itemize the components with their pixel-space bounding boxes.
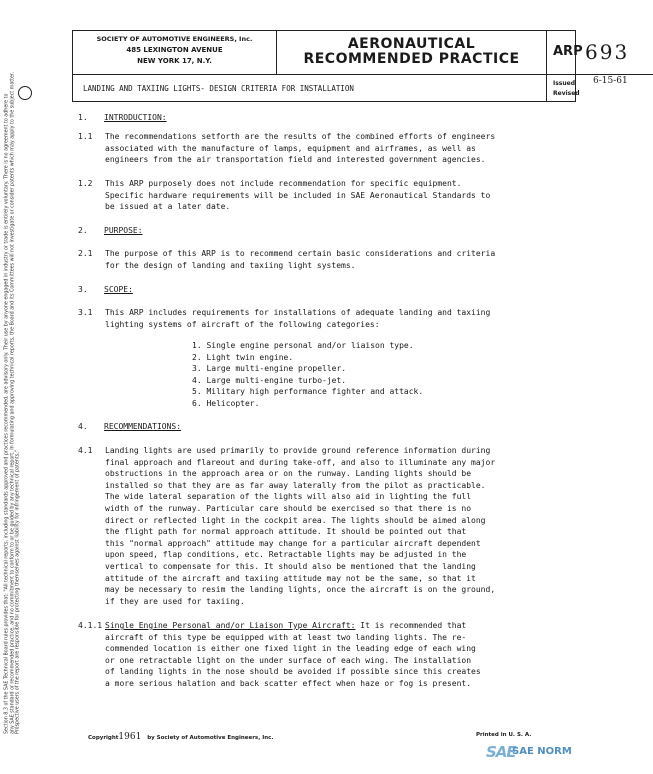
paragraph-number: 4.1 (78, 446, 93, 455)
legal-notice-line: any SAE standard or recommended practice, and no commitment to conform to or be guided by any technical report. In formulating and approving technical reports, the Board and its Committees will not investigate or consider patents which may apply to the subject matter. (10, 71, 16, 735)
text-line: direct or reflected light in the cockpit area. The lights should be aimed along (105, 515, 486, 525)
document-header (72, 30, 630, 102)
copyright-label: Copyright (88, 735, 119, 741)
text-line: for the design of landing and taxiing light systems. (105, 260, 356, 270)
text-line: a more serious halation and back scatter effect when haze or fog is present. (105, 678, 472, 688)
text-line: This ARP purposely does not include recommendation for specific equipment. (105, 179, 462, 188)
paragraph-number: 4.1.1 (78, 621, 103, 630)
paragraph-number: 3.1 (78, 308, 93, 317)
copyright-year: 1961 (118, 732, 142, 742)
list-item: 3. Large multi-engine propeller. (192, 364, 347, 374)
list-item: 4. Large multi-engine turbo-jet. (192, 375, 347, 385)
aircraft-category-list (192, 340, 423, 410)
legal-notice-line: Section 8.3 of the SAE Technical Board rules provides that: "All technical reports, including standards approved and practices recommended, are advisory only. Their use by anyone engaged in industry or trade is entirely voluntary. There is no agreement to adhere to (4, 93, 10, 735)
sae-norm-watermark (486, 741, 598, 767)
paragraph-1-1 (105, 131, 495, 166)
text-line: Landing lights are used primarily to provide ground reference information during (105, 446, 491, 455)
text-line: This ARP includes requirements for installations of adequate landing and taxiing (105, 308, 491, 317)
text-line: width of the runway. Particular care should be exercised so that there is no (105, 503, 472, 513)
list-item: 5. Military high performance fighter and attack. (192, 387, 424, 397)
publisher-info (73, 31, 277, 74)
text-line: lighting systems of aircraft of the following categories: (105, 319, 380, 329)
issued-date: 6-15-61 (593, 76, 628, 86)
paragraph-1-2 (105, 178, 490, 213)
text-line: aircraft of this type be equipped with at least two landing lights. The re- (105, 632, 467, 642)
paragraph-number: 1.2 (78, 179, 93, 188)
arp-number: 693 (585, 40, 630, 64)
title-line-2: RECOMMENDED PRACTICE (303, 51, 520, 67)
list-item: 2. Light twin engine. (192, 352, 294, 362)
arp-number-box (547, 31, 647, 74)
list-item: 6. Helicopter. (192, 398, 260, 408)
text-line: The wide lateral separation of the lights will also aid in lighting the full (105, 492, 472, 502)
document-type-title (277, 31, 547, 74)
text-line: upon speed, flap conditions, etc. Retractable lights may be adjusted in the (105, 550, 467, 560)
text-line: this "normal approach" attitude may change for a particular aircraft dependent (105, 538, 481, 548)
section-heading-recommendations: RECOMMENDATIONS: (104, 422, 182, 431)
text-line: The recommendations setforth are the results of the combined efforts of engineers (105, 132, 496, 141)
section-number: 4. (78, 422, 88, 431)
text-line: final approach and flareout and during take-off, and also to illuminate any major (105, 457, 496, 467)
text-line: the flight path for normal approach attitude. It should be pointed out that (105, 527, 467, 537)
publisher-city: NEW YORK 17, N.Y. (137, 57, 212, 65)
printed-notice: Printed in U. S. A. (476, 732, 532, 738)
copyright-holder: by Society of Automotive Engineers, Inc. (147, 735, 274, 741)
text-line: may be necessary to resim the landing lights, once the aircraft is on the ground, (105, 585, 496, 595)
paragraph-2-1 (105, 248, 495, 271)
paragraph-4-1-1 (105, 620, 481, 690)
section-number: 1. (78, 113, 88, 122)
revised-label: Revised (553, 90, 580, 97)
text-line: installed so that they are as far away laterally from the pilot as practicable. (105, 480, 486, 490)
title-line-1: AERONAUTICAL (347, 36, 476, 52)
text-line: engineers from the air transportation field and interested government agencies. (105, 155, 486, 165)
paragraph-number: 1.1 (78, 132, 93, 141)
text-line: vertical to compensate for this. It should also be mentioned that the landing (105, 561, 476, 571)
sae-logo-mark: SAE (486, 743, 516, 761)
text-line: The purpose of this ARP is to recommend certain basic considerations and criteria (105, 249, 496, 258)
section-number: 3. (78, 285, 88, 294)
arp-label: ARP (553, 44, 583, 59)
paragraph-3-1 (105, 307, 490, 330)
section-heading-scope: SCOPE: (104, 285, 133, 294)
text-line (105, 620, 481, 632)
text-line: obstructions in the approach area or on the runway. Landing lights should be (105, 469, 472, 479)
section-heading-purpose: PURPOSE: (104, 226, 143, 235)
legal-notice-line: Prospective users of the report are responsible for protecting themselves against liability for infringement of patents." (15, 450, 21, 735)
section-heading-introduction: INTRODUCTION: (104, 113, 167, 122)
publisher-name: SOCIETY OF AUTOMOTIVE ENGINEERS, Inc. (96, 35, 253, 43)
legal-notice-sidebar (2, 71, 24, 735)
section-number: 2. (78, 226, 88, 235)
text-line: Specific hardware requirements will be included in SAE Aeronautical Standards to (105, 190, 491, 200)
text-line: or one retractable light on the under surface of each wing. The installation (105, 655, 472, 665)
text-line: of landing lights in the nose should be avoided if possible since this creates (105, 667, 481, 677)
copyright-notice (88, 732, 274, 742)
publisher-address: 485 LEXINGTON AVENUE (126, 46, 223, 54)
text-line: commended location is either one fixed light in the leading edge of each wing (105, 644, 476, 654)
paragraph-4-1 (105, 445, 495, 607)
date-block (547, 74, 653, 101)
text-fragment: It is recommended that (355, 621, 467, 630)
text-line: be issued at a later date. (105, 202, 231, 212)
issued-label: Issued (553, 80, 576, 87)
document-subject: LANDING AND TAXIING LIGHTS- DESIGN CRITERIA FOR INSTALLATION (73, 74, 547, 101)
subsection-heading: Single Engine Personal and/or Liaison Type Aircraft: (105, 621, 356, 630)
list-item: 1. Single engine personal and/or liaison type. (192, 341, 414, 350)
text-line: attitude of the aircraft and taxiing attitude may not be the same, so that it (105, 573, 476, 583)
watermark-text: SAE NORM (512, 746, 572, 757)
text-line: associated with the manufacture of lamps, equipment and airframes, as well as (105, 143, 476, 153)
paragraph-number: 2.1 (78, 249, 93, 258)
text-line: if they are used for taxiing. (105, 596, 245, 606)
